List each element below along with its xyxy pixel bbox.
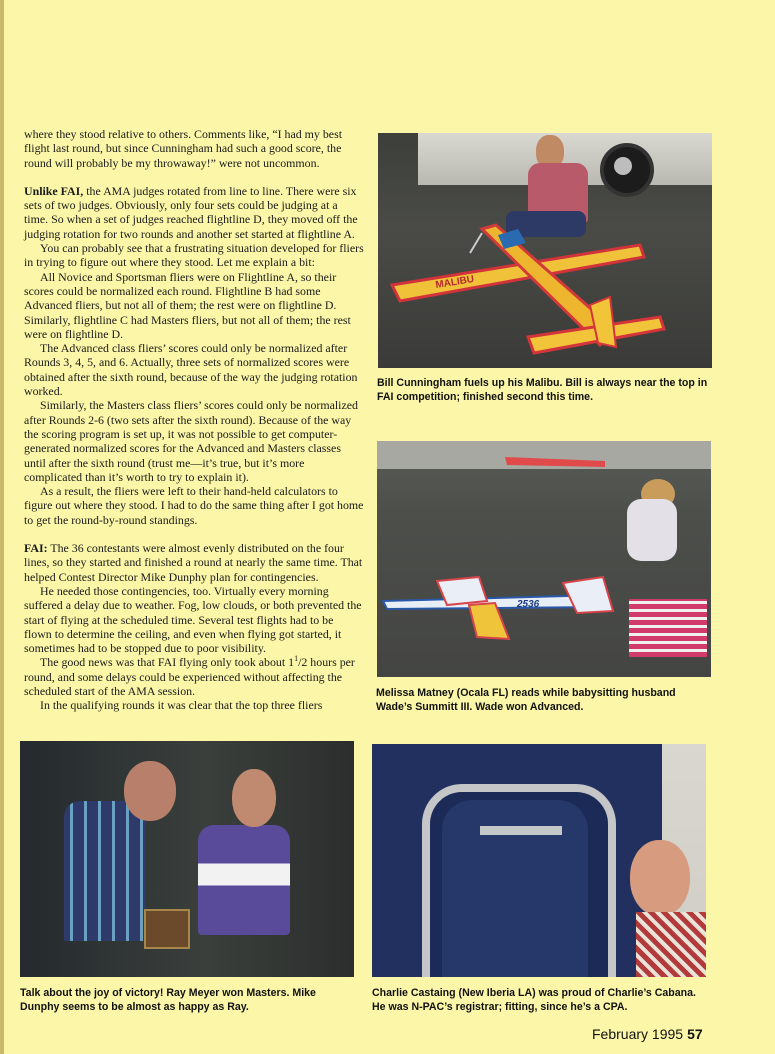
folio-date: February 1995 <box>592 1026 684 1042</box>
mike-shirt <box>64 801 146 941</box>
malibu-plane-drawing <box>378 133 712 368</box>
award-plaque <box>144 909 190 949</box>
page-folio <box>592 1026 703 1042</box>
mike-head <box>124 761 176 821</box>
paragraph-10-b: hours per round, and some delays could be experienced without affecting the scheduled start of the AMA session. <box>24 655 355 698</box>
paragraph-2-text: the AMA judges rotated from line to line. There were six sets of two judges. Obviously, only four sets could be judging at a time. So when a set of judges reached flightline D, they moved off the judging rotation for two rounds and another set started at flightline A. <box>24 183 358 241</box>
page-number: 57 <box>687 1026 703 1042</box>
plane-number: 2536 <box>517 599 540 610</box>
paragraph-3: You can probably see that a frustrating situation developed for fliers in trying to figure out where they stood. Let me explain a bit: <box>24 241 364 270</box>
paragraph-6: Similarly, the Masters class fliers’ scores could only be normalized after Rounds 2-6 (two sets after the sixth round). Because of the way the scoring program is set up, it was not possible to get computer-generated normalized scores for the Advanced and Masters classes until after the sixth round (trust me—it’s true, but it’s more complicated than it’s worth to try to explain it). <box>24 398 358 484</box>
paragraph-4: All Novice and Sportsman fliers were on Flightline A, so their scores could be normalized each round. Flightline B had some Advanced fliers, but not all of them; the rest were on flightline D. Similarly, flightline C had Masters fliers, but not all of them; the rest were on flightline D. <box>24 269 351 341</box>
fraction-numerator: 1 <box>294 654 299 664</box>
malibu-caption: Bill Cunningham fuels up his Malibu. Bill is always near the top in FAI competition; finished second this time. <box>377 377 708 403</box>
fraction-denominator: /2 <box>298 655 308 670</box>
paragraph-10 <box>24 655 364 698</box>
charlie-caption: Charlie Castaing (New Iberia LA) was proud of Charlie’s Cabana. He was N-PAC’s registrar; fitting, since he’s a CPA. <box>372 987 696 1013</box>
melissa-caption: Melissa Matney (Ocala FL) reads while babysitting husband Wade’s Summitt III. Wade won Advanced. <box>376 687 676 713</box>
door-sign <box>480 826 562 835</box>
paragraph-5: The Advanced class fliers’ scores could only be normalized after Rounds 3, 4, 5, and 6. Actually, three sets of normalized scores were obtained after the sixth round, because of the way the judging rotation worked. <box>24 341 358 399</box>
paragraph-7: As a result, the fliers were left to their hand-held calculators to figure out where they stood. I had to do the same thing after I got home to get the round-by-round standings. <box>24 484 364 527</box>
malibu-photo <box>378 133 712 368</box>
paragraph-2 <box>24 184 364 241</box>
melissa-photo <box>377 441 711 677</box>
article-column <box>24 127 364 713</box>
ray-head <box>232 769 276 827</box>
paragraph-2-lead: Unlike FAI, <box>24 183 84 198</box>
ray-caption: Talk about the joy of victory! Ray Meyer won Masters. Mike Dunphy seems to be almost as happy as Ray. <box>20 987 316 1013</box>
charlie-cabana-photo <box>372 744 706 977</box>
paragraph-1: where they stood relative to others. Comments like, “I had my best flight last round, but since Cunningham had such a good score, the round will probably be my throwaway!” were not uncommon. <box>24 127 342 170</box>
wing-text: MALIBU <box>434 274 475 291</box>
charlie-shirt <box>636 912 706 977</box>
ray-meyer-photo <box>20 741 354 977</box>
paragraph-11: In the qualifying rounds it was clear that the top three fliers <box>40 698 323 713</box>
paragraph-10-a: The good news was that FAI flying only took about 1 <box>40 655 295 670</box>
page-edge <box>0 0 4 1054</box>
ray-shirt <box>198 825 290 935</box>
paragraph-8 <box>24 541 364 584</box>
summitt-plane-drawing <box>377 441 711 677</box>
charlie-head <box>630 840 690 916</box>
paragraph-8-text: The 36 contestants were almost evenly distributed on the four lines, so they started and finished a round at nearly the same time. That helped Contest Director Mike Dunphy plan for contingencies. <box>24 541 363 584</box>
paragraph-9: He needed those contingencies, too. Virtually every morning suffered a delay due to weather. Fog, low clouds, or both prevented the start of flying at the scheduled time. Several test flights had to be flown to determine the ceiling, and even when flying got started, it sometimes had to be stopped due to poor visibility. <box>24 583 362 656</box>
paragraph-8-lead: FAI: <box>24 541 48 556</box>
